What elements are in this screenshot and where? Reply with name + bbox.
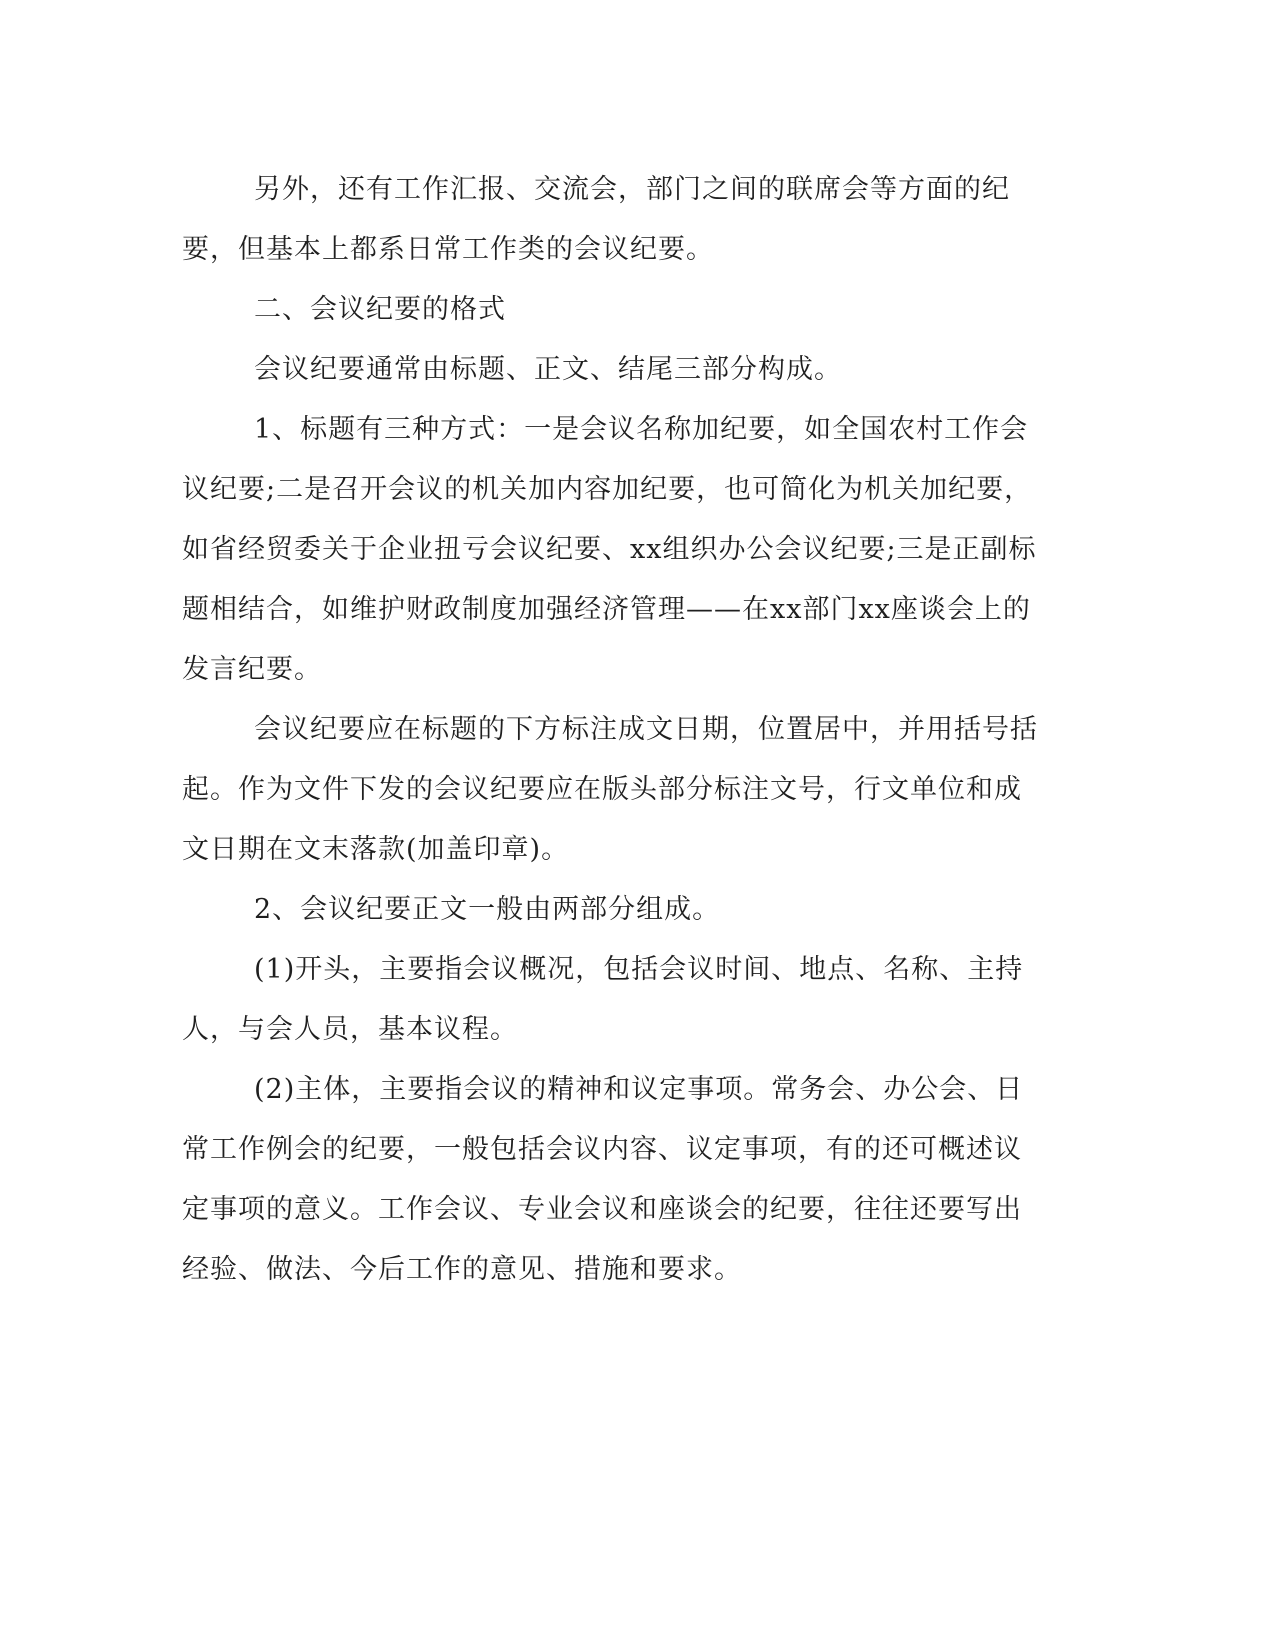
paragraph-structure: 会议纪要通常由标题、正文、结尾三部分构成。 <box>254 354 842 385</box>
paragraph-body-parts: 2、会议纪要正文一般由两部分组成。 <box>254 894 721 925</box>
document-body <box>182 160 1042 1300</box>
paragraph-title-methods: 1、标题有三种方式：一是会议名称加纪要，如全国农村工作会议纪要;二是召开会议的机关加内容加纪要，也可简化为机关加纪要，如省经贸委关于企业扭亏会议纪要、xx组织办公会议纪要;三是正副标题相结合，如维护财政制度加强经济管理——在xx部门xx座谈会上的发言纪要。 <box>182 414 1037 685</box>
paragraph-opening: (1)开头，主要指会议概况，包括会议时间、地点、名称、主持人，与会人员，基本议程。 <box>182 954 1024 1045</box>
paragraph-other-meetings: 另外，还有工作汇报、交流会，部门之间的联席会等方面的纪要，但基本上都系日常工作类的会议纪要。 <box>182 174 1010 265</box>
section-heading-format: 二、会议纪要的格式 <box>254 294 506 325</box>
paragraph-main-body: (2)主体，主要指会议的精神和议定事项。常务会、办公会、日常工作例会的纪要，一般包括会议内容、议定事项，有的还可概述议定事项的意义。工作会议、专业会议和座谈会的纪要，往往还要写出经验、做法、今后工作的意见、措施和要求。 <box>182 1074 1024 1285</box>
paragraph-date-position: 会议纪要应在标题的下方标注成文日期，位置居中，并用括号括起。作为文件下发的会议纪要应在版头部分标注文号，行文单位和成文日期在文末落款(加盖印章)。 <box>182 714 1038 865</box>
